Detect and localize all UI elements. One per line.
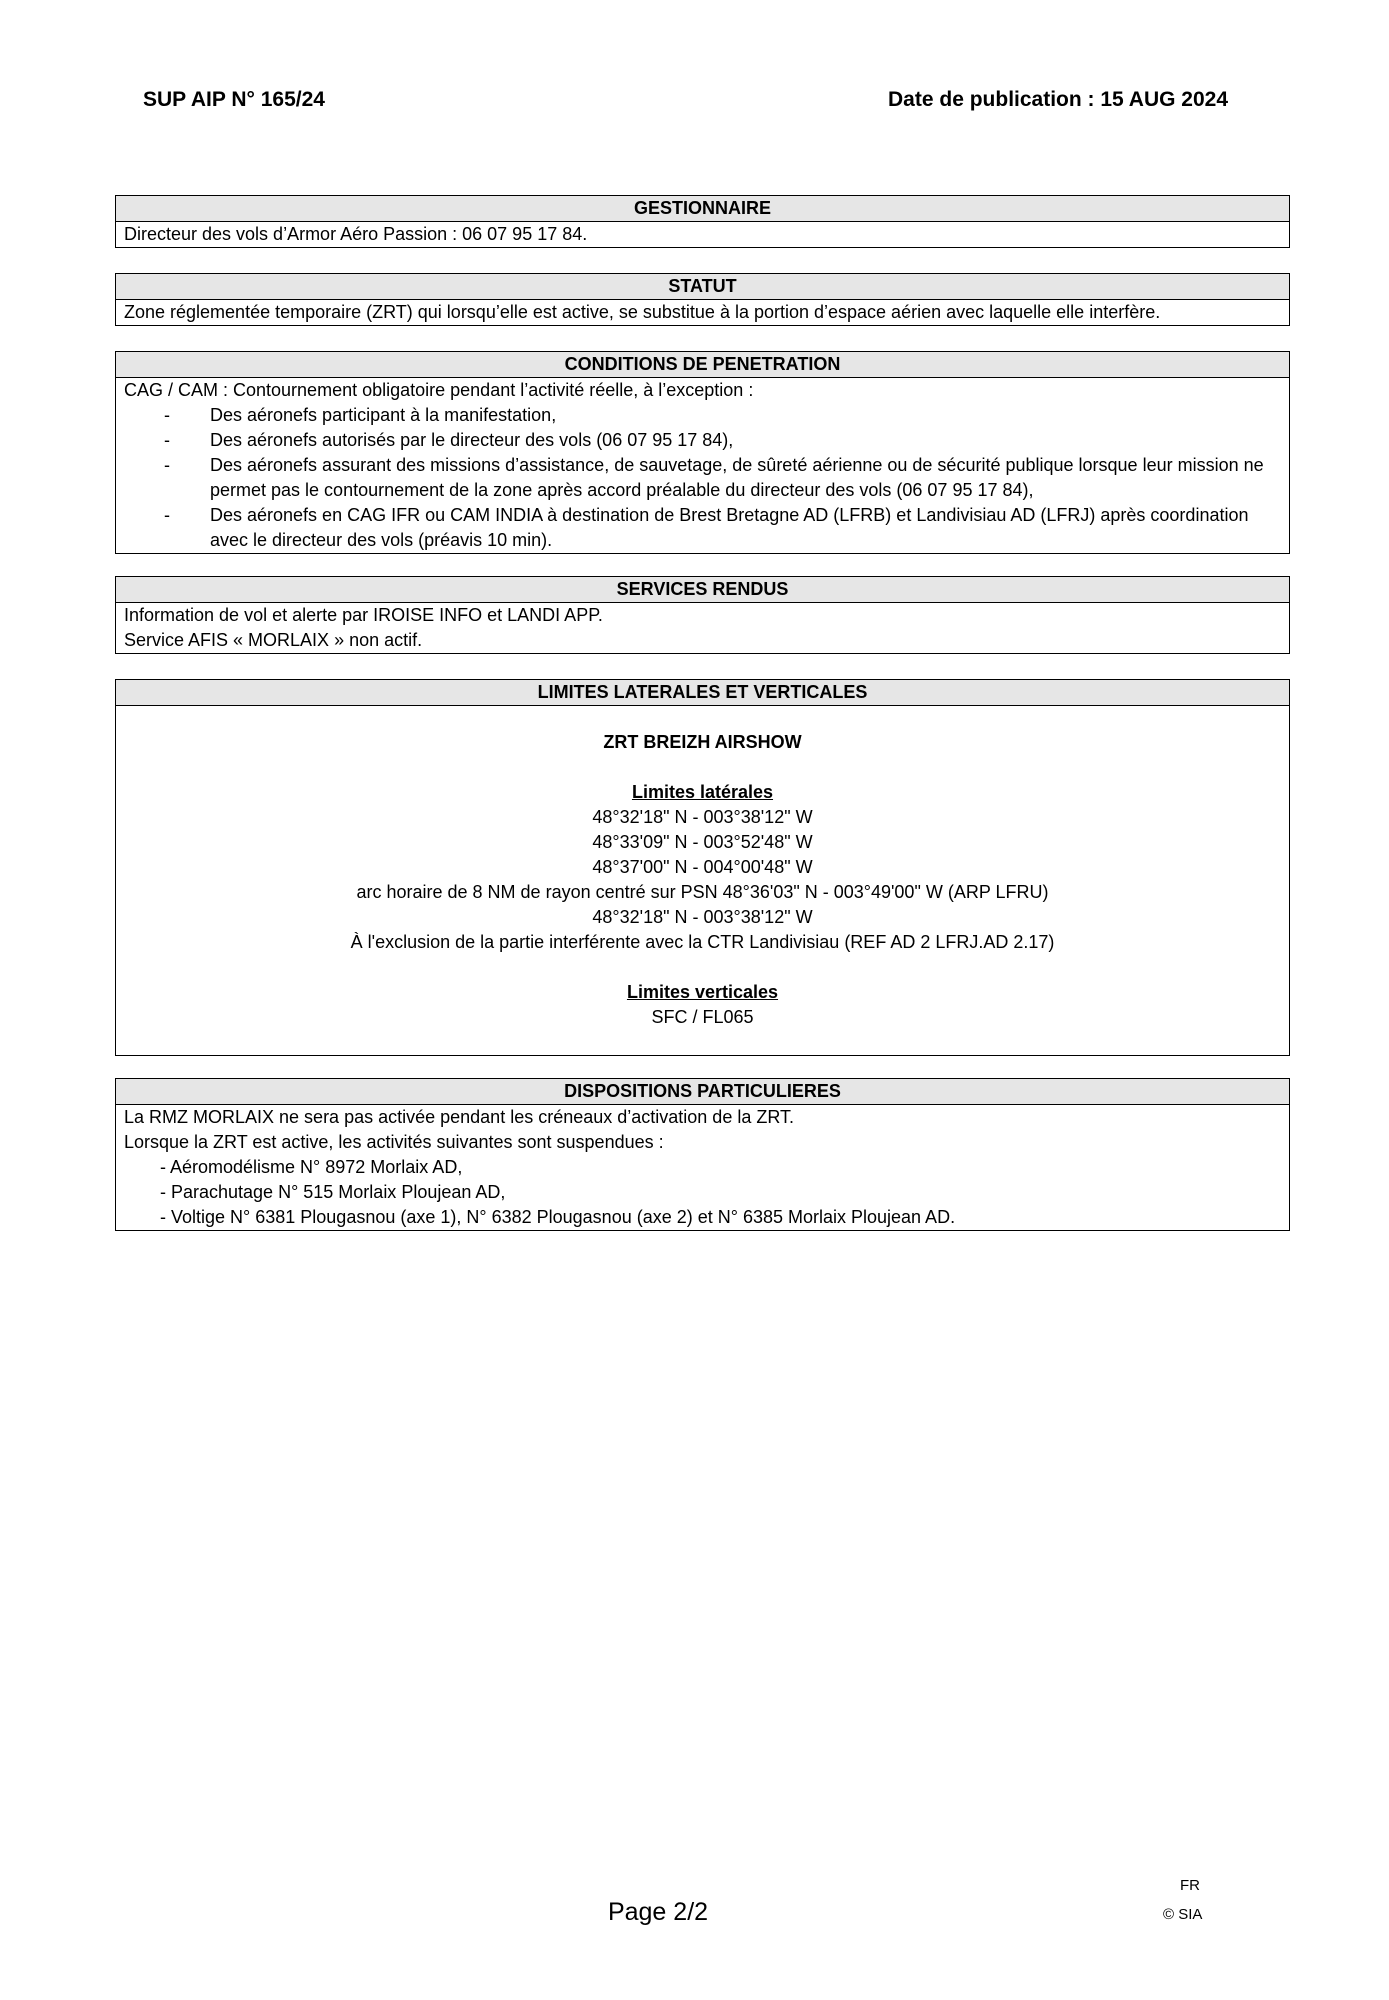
section-dispositions-particulieres: [115, 1078, 1290, 1231]
arc-description: arc horaire de 8 NM de rayon centré sur PSN 48°36'03" N - 003°49'00" W (ARP LFRU): [356, 882, 1049, 902]
dash-marker: -: [164, 505, 170, 525]
coordinate-line: 48°32'18" N - 003°38'12" W: [592, 807, 813, 827]
coordinate-line: 48°32'18" N - 003°38'12" W: [592, 907, 813, 927]
publication-date: Date de publication : 15 AUG 2024: [888, 88, 1228, 111]
section-gestionnaire: [115, 195, 1290, 248]
section-services-rendus: [115, 576, 1290, 654]
copyright: © SIA: [1163, 1906, 1203, 1923]
dispositions-line: La RMZ MORLAIX ne sera pas activée pendant les créneaux d’activation de la ZRT.: [124, 1107, 795, 1127]
list-item-text: Des aéronefs assurant des missions d’assistance, de sauvetage, de sûreté aérienne ou de sécurité publique lorsque leur mission ne permet pas le contournement de la zone après accord préalable du directeur des vols (06 07 95 17 84),: [210, 455, 1264, 500]
section-title: CONDITIONS DE PENETRATION: [116, 352, 1289, 378]
list-item-text: Des aéronefs autorisés par le directeur des vols (06 07 95 17 84),: [210, 430, 734, 450]
section-title: DISPOSITIONS PARTICULIERES: [116, 1079, 1289, 1105]
section-body: [116, 378, 1289, 553]
page-header: [143, 88, 1246, 118]
lateral-limits-heading: Limites latérales: [631, 782, 774, 802]
dash-marker: -: [164, 430, 170, 450]
section-title: SERVICES RENDUS: [116, 577, 1289, 603]
dispositions-line: Lorsque la ZRT est active, les activités suivantes sont suspendues :: [124, 1132, 664, 1152]
suspended-activities-list: [124, 1155, 1281, 1230]
section-title: GESTIONNAIRE: [116, 196, 1289, 222]
gestionnaire-contact: Directeur des vols d’Armor Aéro Passion : 06 07 95 17 84.: [124, 224, 588, 244]
list-item-text: Des aéronefs en CAG IFR ou CAM INDIA à destination de Brest Bretagne AD (LFRB) et Landivisiau AD (LFRJ) après coordination avec le directeur des vols (préavis 10 min).: [210, 505, 1249, 550]
list-item-text: Des aéronefs participant à la manifestation,: [210, 405, 557, 425]
list-item: [124, 403, 1281, 428]
page-number: Page 2/2: [607, 1898, 709, 1926]
conditions-intro: CAG / CAM : Contournement obligatoire pendant l’activité réelle, à l’exception :: [124, 380, 754, 400]
document-reference: SUP AIP N° 165/24: [143, 88, 325, 111]
exclusion-note: À l'exclusion de la partie interférente avec la CTR Landivisiau (REF AD 2 LFRJ.AD 2.17): [350, 932, 1055, 952]
section-title: LIMITES LATERALES ET VERTICALES: [116, 680, 1289, 706]
language-code: FR: [1180, 1877, 1200, 1894]
dash-marker: -: [164, 455, 170, 475]
section-statut: [115, 273, 1290, 326]
vertical-limits-heading: Limites verticales: [626, 982, 779, 1002]
section-title: STATUT: [116, 274, 1289, 300]
section-body: [116, 300, 1289, 325]
services-line: Information de vol et alerte par IROISE INFO et LANDI APP.: [124, 605, 603, 625]
list-item: [124, 453, 1281, 503]
section-limites: [115, 679, 1290, 1056]
statut-text: Zone réglementée temporaire (ZRT) qui lorsqu’elle est active, se substitue à la portion d’espace aérien avec laquelle elle interfère.: [124, 302, 1161, 322]
section-conditions-penetration: [115, 351, 1290, 554]
section-body: [116, 222, 1289, 247]
list-item: - Voltige N° 6381 Plougasnou (axe 1), N° 6382 Plougasnou (axe 2) et N° 6385 Morlaix Ploujean AD.: [160, 1207, 956, 1227]
services-line: Service AFIS « MORLAIX » non actif.: [124, 630, 423, 650]
list-item: [124, 428, 1281, 453]
section-body: [116, 1105, 1289, 1230]
dash-marker: -: [164, 405, 170, 425]
list-item: - Parachutage N° 515 Morlaix Ploujean AD,: [160, 1182, 506, 1202]
conditions-list: [124, 403, 1281, 553]
list-item: [124, 503, 1281, 553]
coordinate-line: 48°37'00" N - 004°00'48" W: [592, 857, 813, 877]
vertical-limits-value: SFC / FL065: [651, 1007, 754, 1027]
list-item: - Aéromodélisme N° 8972 Morlaix AD,: [160, 1157, 463, 1177]
zone-name: ZRT BREIZH AIRSHOW: [603, 732, 802, 752]
section-body: [116, 706, 1289, 1055]
coordinate-line: 48°33'09" N - 003°52'48" W: [592, 832, 813, 852]
section-body: [116, 603, 1289, 653]
